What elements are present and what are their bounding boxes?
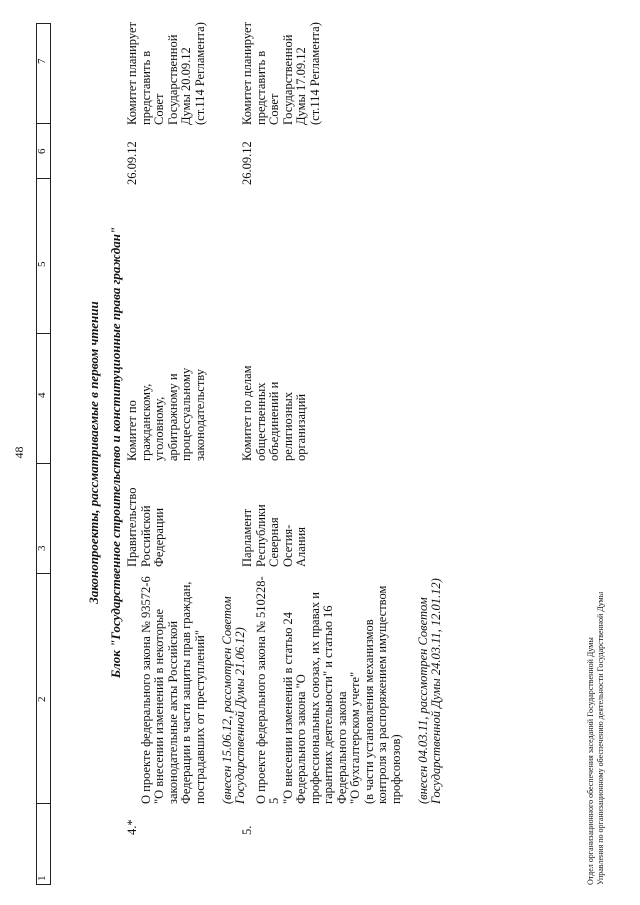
column-header-row [36, 23, 51, 885]
row-number: 5. [240, 825, 254, 835]
footer-line-2: Управления по организационному обеспечению деятельности Государственной Думы [596, 591, 605, 885]
bill-note: (внесен 15.06.12, рассмотрен Советом Государственной Думы 21.06.12) [219, 596, 247, 804]
column-divider [37, 573, 50, 574]
bill-title: О проекте федерального закона № 510228-5 "О внесении изменений в статью 24 Федерального закона "О профессиональных союзах, их правах и гарантиях деятельности" и статью 16 Федерального закона "О бухгалтерском учете" (в части установления механизмов контроля за распоряжением имуществом профсоюзов) [253, 576, 403, 804]
column-divider [37, 123, 50, 124]
committee: Комитет по делам общественных объединений и религиозных организаций [240, 365, 308, 461]
column-header-4: 4 [36, 392, 48, 398]
remark: Комитет планирует представить в Совет Государственной Думы 17.09.12 (ст.114 Регламента) [240, 22, 322, 125]
column-divider [37, 333, 50, 334]
column-header-7: 7 [36, 58, 48, 64]
bill-cell [241, 571, 457, 804]
remark: Комитет планирует представить в Совет Государственной Думы 20.09.12 (ст.114 Регламента) [125, 22, 207, 125]
section-title: Законопроекты, рассматриваемые в первом чтении [86, 301, 101, 604]
bill-note: (внесен 04.03.11, рассмотрен Советом Государственной Думы 24.03.11, 12.01.12) [415, 578, 443, 804]
footer-line-1: Отдел организационного обеспечения заседаний Государственной Думы [586, 637, 595, 885]
column-divider [37, 463, 50, 464]
column-header-5: 5 [36, 261, 48, 267]
bill-title: О проекте федерального закона № 93572-6 "О внесении изменений в некоторые законодательные акты Российской Федерации в части защиты прав граждан, пострадавших от преступлений" [138, 576, 207, 804]
column-header-6: 6 [36, 148, 48, 154]
page-number: 48 [12, 446, 26, 459]
block-title: Блок "Государственное строительство и конституционные права граждан" [108, 226, 123, 679]
initiator: Правительство Российской Федерации [125, 487, 166, 567]
column-divider [37, 178, 50, 179]
row-number: 4.* [125, 819, 139, 835]
column-header-1: 1 [36, 875, 48, 881]
column-header-2: 2 [36, 696, 48, 702]
date: 26.09.12 [240, 141, 254, 185]
footer [586, 592, 606, 885]
committee: Комитет по гражданскому, уголовному, арбитражному и процессуальному законодательству [125, 367, 207, 461]
date: 26.09.12 [125, 141, 139, 185]
initiator: Парламент Республики Северная Осетия- Алания [240, 504, 308, 567]
column-header-3: 3 [36, 545, 48, 551]
column-divider [37, 803, 50, 804]
